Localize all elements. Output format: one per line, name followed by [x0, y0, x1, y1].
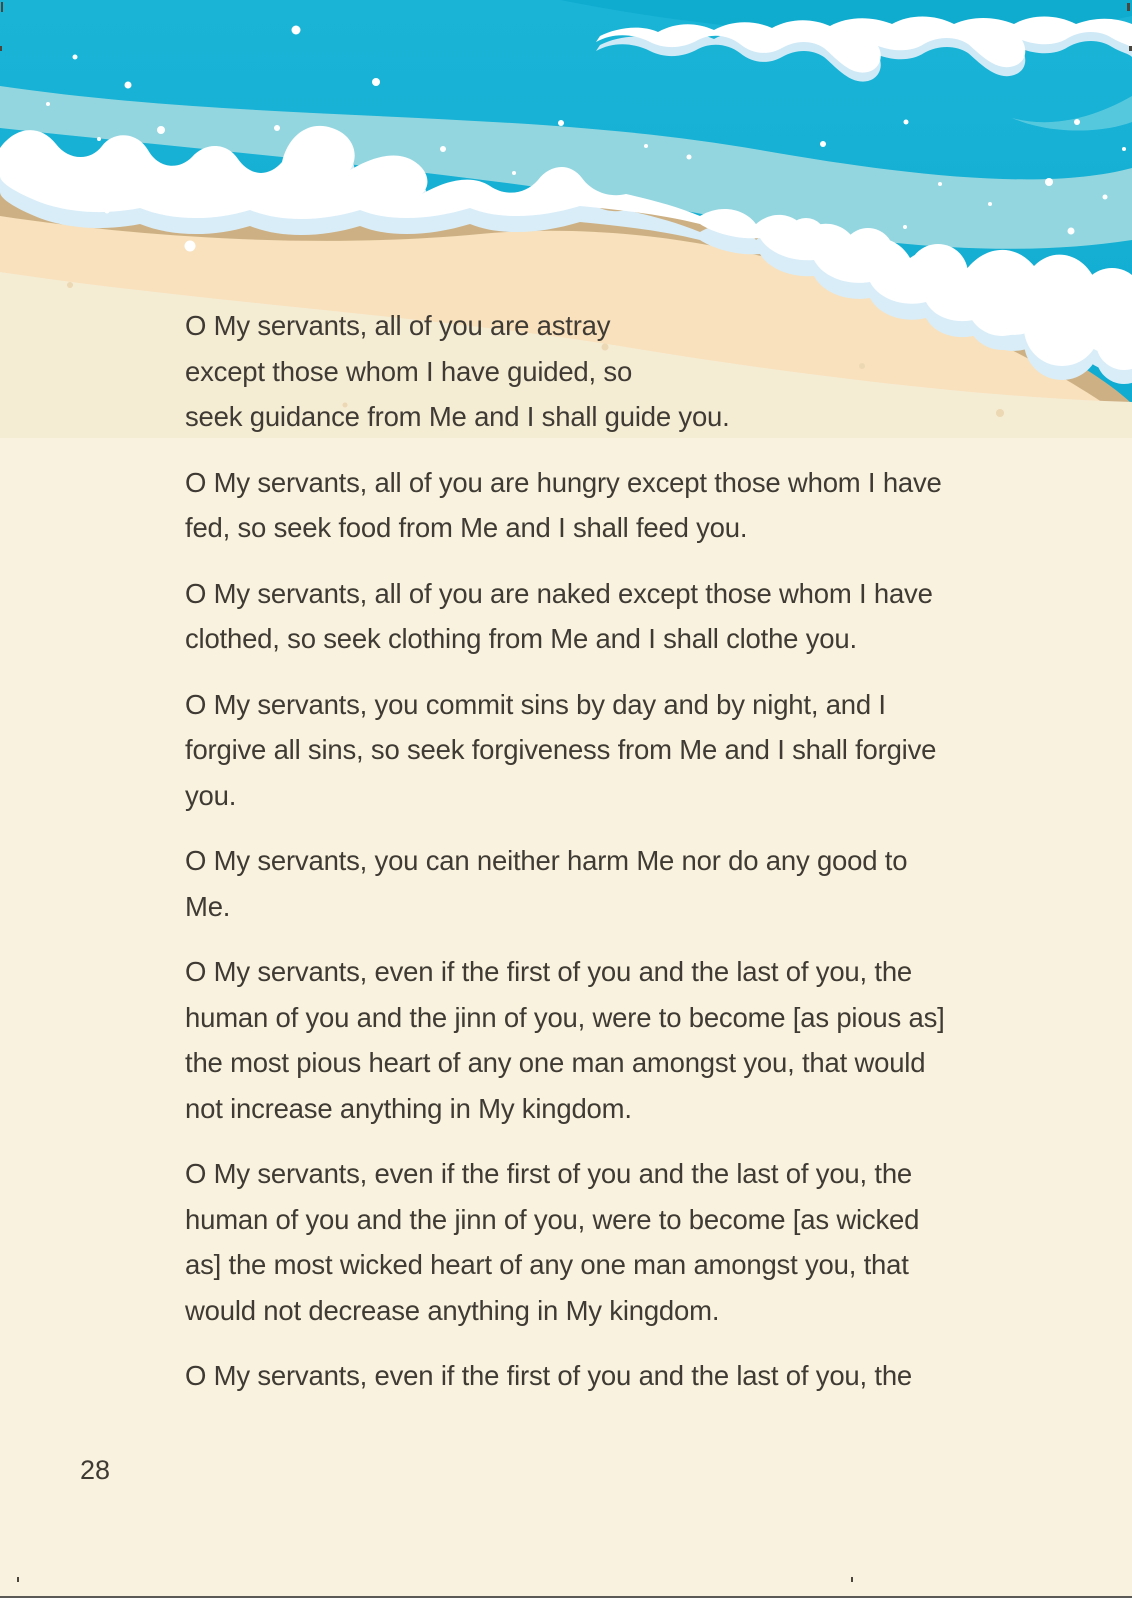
print-artifact [851, 1577, 853, 1582]
text-line: O My servants, even if the first of you and the last of you, the [185, 1360, 913, 1391]
text-line: human of you and the jinn of you, were to become [as pious as] [185, 1001, 945, 1033]
print-artifact [0, 46, 2, 51]
hadith-paragraph [185, 838, 985, 929]
hadith-paragraph [185, 303, 985, 440]
text-line: fed, so seek food from Me and I shall feed you. [185, 512, 748, 543]
hadith-paragraph [185, 1353, 985, 1399]
text-line: except those whom I have guided, so [185, 355, 633, 387]
print-artifact [1127, 3, 1130, 11]
text-line: as] the most wicked heart of any one man amongst you, that [185, 1249, 909, 1280]
text-line: you. [185, 779, 237, 811]
page-number: 28 [80, 1455, 111, 1485]
text-line: Me. [185, 890, 231, 922]
text-line: O My servants, all of you are naked except those whom I have [185, 577, 933, 609]
print-artifact [17, 1577, 19, 1582]
hadith-paragraph [185, 1151, 985, 1333]
text-line: O My servants, you commit sins by day and by night, and I [185, 688, 886, 720]
hadith-paragraph [185, 460, 985, 551]
text-line: O My servants, all of you are hungry except those whom I have [185, 466, 942, 498]
hadith-paragraph [185, 949, 985, 1131]
text-line: not increase anything in My kingdom. [185, 1092, 632, 1124]
text-line: seek guidance from Me and I shall guide you. [185, 401, 730, 432]
text-line: O My servants, you can neither harm Me nor do any good to [185, 845, 908, 876]
hadith-text-block [185, 303, 985, 1419]
text-line: human of you and the jinn of you, were to become [as wicked [185, 1203, 920, 1235]
hadith-paragraph [185, 571, 985, 662]
text-line: would not decrease anything in My kingdom. [185, 1294, 720, 1326]
text-line: O My servants, even if the first of you and the last of you, the [185, 1158, 913, 1189]
text-line: forgive all sins, so seek forgiveness from Me and I shall forgive [185, 734, 937, 765]
print-artifact [1, 2, 3, 12]
text-line: O My servants, all of you are astray [185, 310, 611, 341]
text-line: clothed, so seek clothing from Me and I shall clothe you. [185, 623, 857, 654]
text-line: the most pious heart of any one man amongst you, that would [185, 1047, 926, 1078]
hadith-paragraph [185, 682, 985, 819]
text-line: O My servants, even if the first of you and the last of you, the [185, 956, 913, 987]
